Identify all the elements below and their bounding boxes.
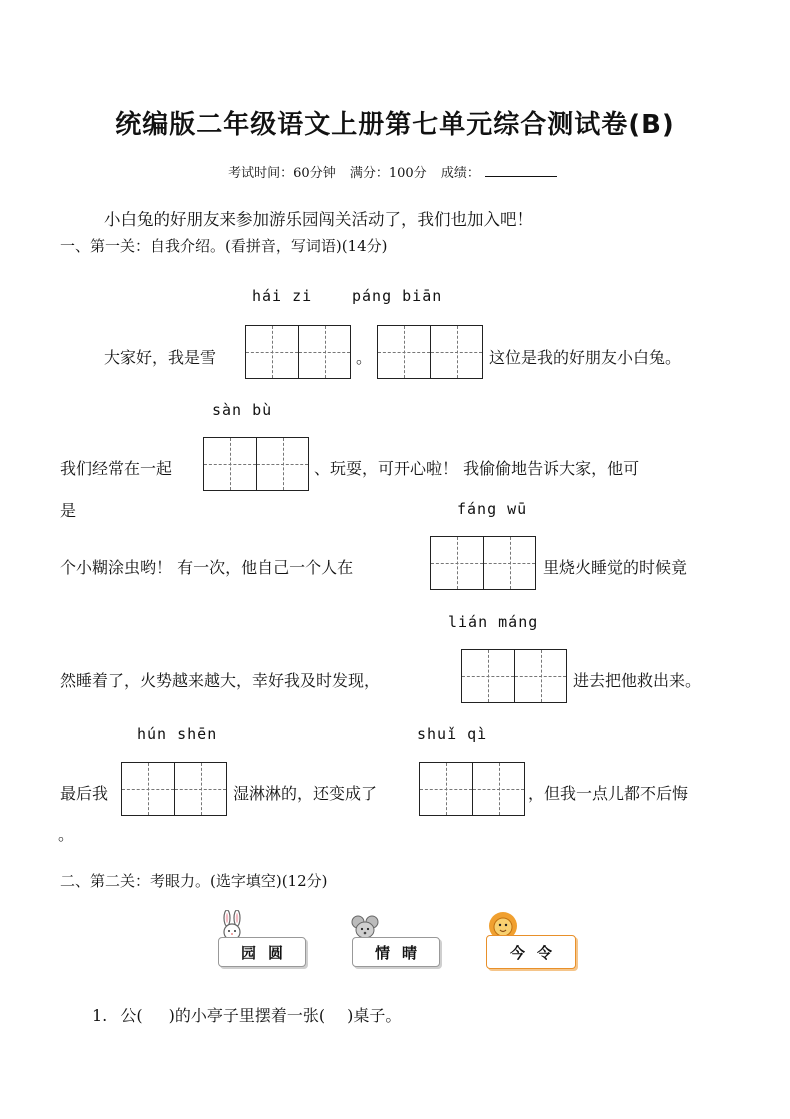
pinyin-sanbu: sàn bù — [212, 401, 273, 419]
question-number: 1. — [92, 1006, 108, 1025]
question-1 — [92, 1003, 401, 1026]
line1-text-c: 这位是我的好朋友小白兔。 — [489, 348, 682, 367]
line5-text-d: 。 — [58, 825, 75, 844]
char-card-yuan: 园圆 — [218, 937, 306, 967]
grid-cell[interactable] — [483, 537, 535, 589]
line4-text-a: 然睡着了，火势越来越大，幸好我及时发现， — [60, 671, 381, 690]
answer-grid-sanbu[interactable] — [203, 437, 309, 491]
line3-text-b: 里烧火睡觉的时候竟 — [543, 558, 688, 577]
pinyin-hunshen: hún shēn — [137, 725, 218, 743]
pinyin-lianmang: lián máng — [448, 613, 539, 631]
grade-field — [441, 166, 562, 181]
grid-cell[interactable] — [174, 763, 226, 815]
line5-text-c: ，但我一点儿都不后悔 — [528, 784, 689, 803]
line2-text-b: 、玩耍，可开心啦！ 我偷偷地告诉大家，他可 — [314, 459, 640, 478]
question-1-text-b: )的小亭子里摆着一张( — [168, 1006, 326, 1025]
question-1-text-a: 公( — [120, 1006, 143, 1025]
pinyin-haizi: hái zi — [252, 287, 313, 305]
pinyin-fangwu: fáng wū — [457, 500, 528, 518]
char-card-qing: 情晴 — [352, 937, 440, 967]
grid-cell[interactable] — [462, 650, 514, 702]
answer-grid-haizi[interactable] — [245, 325, 351, 379]
section1-heading: 一、第一关：自我介绍。(看拼音，写词语)(14分) — [60, 237, 388, 255]
grid-cell[interactable] — [430, 326, 482, 378]
grid-cell[interactable] — [256, 438, 308, 490]
grid-cell[interactable] — [472, 763, 524, 815]
char-card-jin: 今令 — [486, 935, 576, 969]
grid-cell[interactable] — [122, 763, 174, 815]
grid-cell[interactable] — [204, 438, 256, 490]
answer-grid-shuiqi[interactable] — [419, 762, 525, 816]
intro-text: 小白兔的好朋友来参加游乐园闯关活动了，我们也加入吧！ — [104, 210, 533, 229]
grid-cell[interactable] — [514, 650, 566, 702]
grade-blank[interactable] — [485, 164, 557, 177]
pinyin-shuiqi: shuǐ qì — [417, 725, 488, 743]
line4-text-b: 进去把他救出来。 — [573, 671, 702, 690]
grid-cell[interactable] — [378, 326, 430, 378]
grid-cell[interactable] — [431, 537, 483, 589]
exam-meta — [0, 162, 790, 181]
line5-text-a: 最后我 — [60, 784, 109, 803]
grid-cell[interactable] — [420, 763, 472, 815]
rabbit-icon — [218, 910, 246, 940]
full-score: 满分：100分 — [349, 166, 427, 181]
line2-text-c: 是 — [60, 501, 77, 520]
line2-text-a: 我们经常在一起 — [60, 459, 173, 478]
pinyin-pangbian: páng biān — [352, 287, 443, 305]
line1-text-a: 大家好，我是雪 — [104, 348, 217, 367]
exam-time: 考试时间：60分钟 — [228, 166, 336, 181]
line1-text-b: 。 — [356, 348, 373, 367]
line5-text-b: 湿淋淋的，还变成了 — [233, 784, 378, 803]
grade-label: 成绩： — [440, 166, 480, 181]
grid-cell[interactable] — [298, 326, 350, 378]
answer-grid-fangwu[interactable] — [430, 536, 536, 590]
answer-grid-pangbian[interactable] — [377, 325, 483, 379]
page-title: 统编版二年级语文上册第七单元综合测试卷(B) — [115, 110, 675, 140]
grid-cell[interactable] — [246, 326, 298, 378]
section2-heading: 二、第二关：考眼力。(选字填空)(12分) — [60, 872, 328, 890]
mouse-icon — [350, 912, 380, 940]
question-1-text-c: )桌子。 — [347, 1006, 402, 1025]
answer-grid-lianmang[interactable] — [461, 649, 567, 703]
answer-grid-hunshen[interactable] — [121, 762, 227, 816]
line3-text-a: 个小糊涂虫哟！ 有一次，他自己一个人在 — [60, 558, 354, 577]
